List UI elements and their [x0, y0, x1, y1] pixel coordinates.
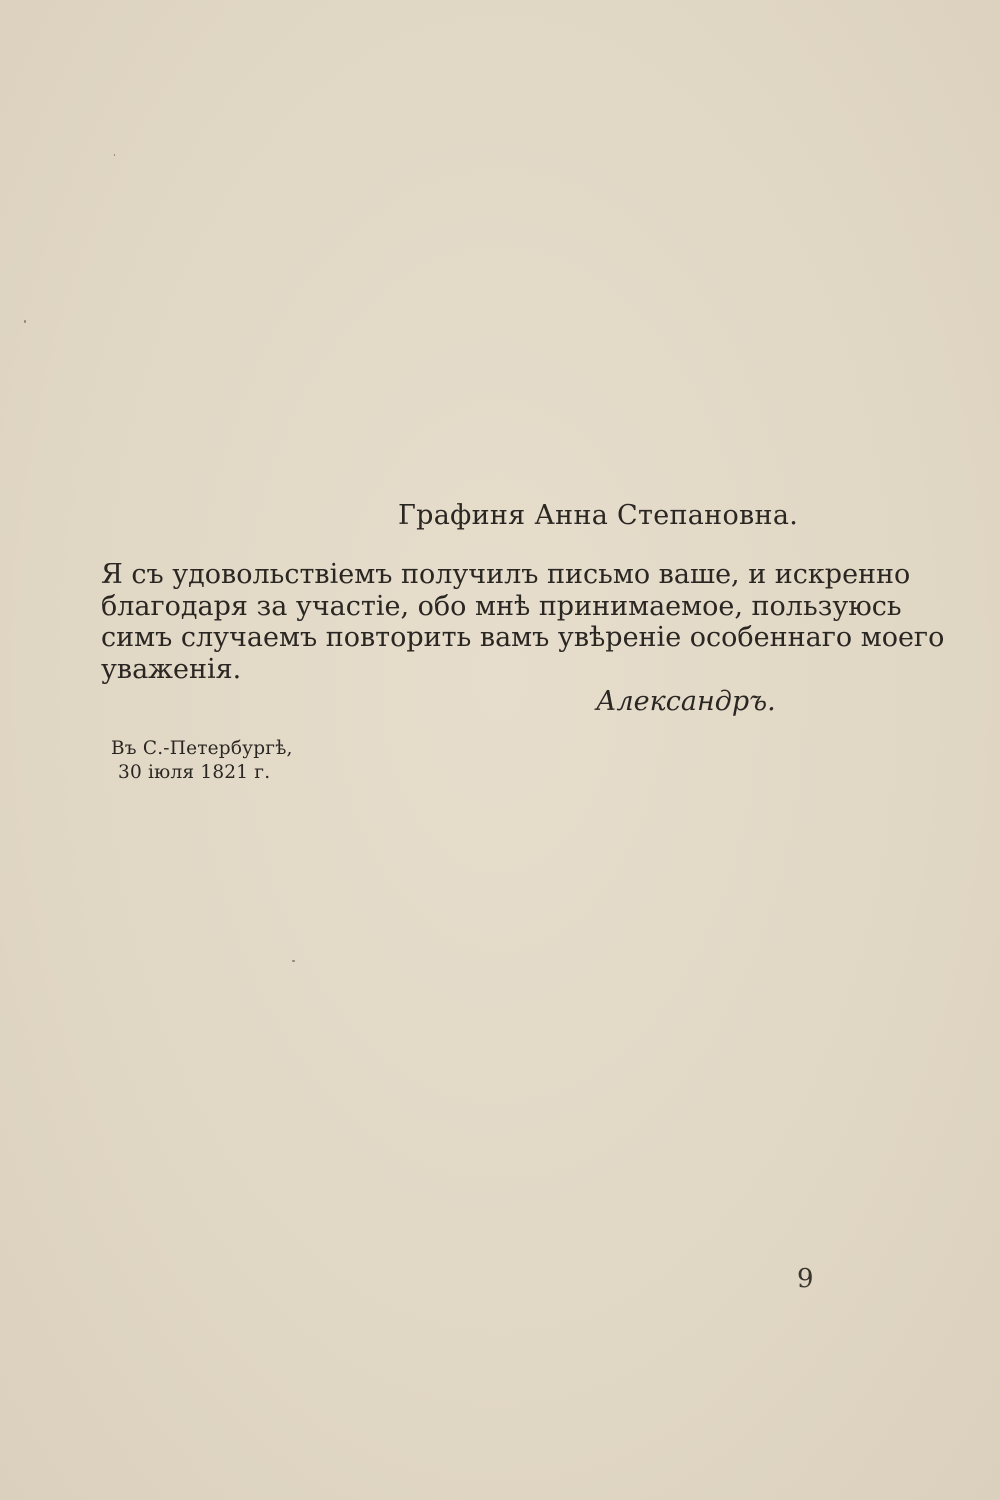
- salutation: Графиня Анна Степановна.: [398, 500, 799, 531]
- letter-body: [101, 559, 945, 685]
- paper-speck: [24, 320, 26, 323]
- dateline-date: 30 іюля 1821 г.: [118, 762, 271, 783]
- letter-body-line: симъ случаемъ повторить вамъ увѣреніе особеннаго моего: [101, 622, 945, 653]
- letter-body-line: Я съ удовольствіемъ получилъ письмо ваше, и искренно: [101, 559, 911, 590]
- paper-speck: [292, 960, 295, 962]
- page-number: 9: [797, 1264, 814, 1294]
- paper-speck: [114, 154, 115, 156]
- letter-body-line: благодаря за участіе, обо мнѣ принимаемое, пользуюсь: [101, 590, 902, 622]
- dateline-place: Въ С.-Петербургѣ,: [111, 738, 293, 759]
- letter-body-line: уваженія.: [101, 653, 242, 685]
- signature: Александръ.: [596, 686, 776, 717]
